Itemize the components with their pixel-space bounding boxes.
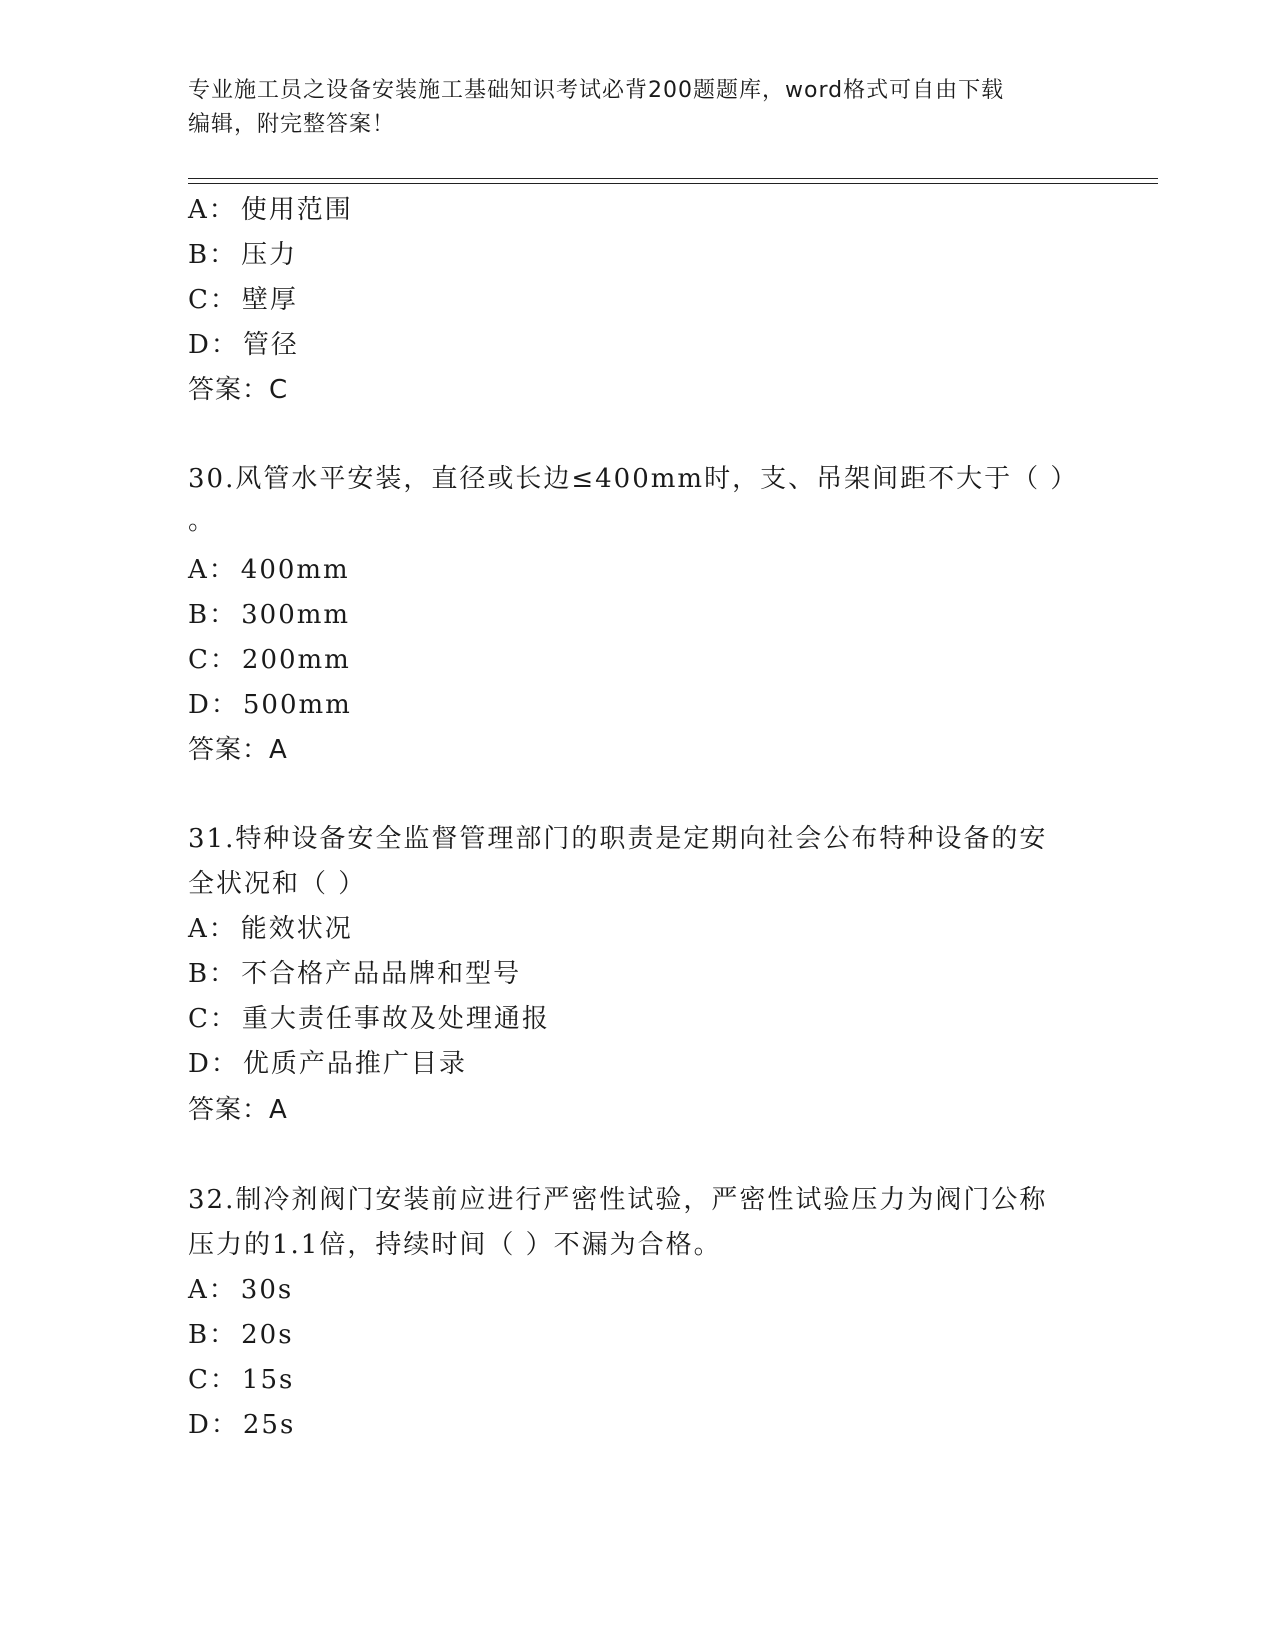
header-line-2: 编辑，附完整答案！ [188, 112, 396, 137]
q29-option-b [188, 239, 297, 271]
q32-option-b [188, 1319, 294, 1351]
q30-stem-line-1: 30.风管水平安装，直径或长边≤400mm时，支、吊架间距不大于（ ） [188, 464, 1079, 494]
q29-answer: 答案：C [188, 375, 289, 405]
option-text: 重大责任事故及处理通报 [241, 1004, 550, 1034]
option-text: 30s [240, 1275, 294, 1305]
q29-option-d [188, 329, 299, 361]
option-letter: A： [188, 914, 237, 944]
option-letter: D： [188, 330, 239, 360]
q30-option-d [188, 689, 352, 721]
option-text: 15s [241, 1365, 295, 1395]
q29-option-c [188, 284, 298, 316]
option-letter: D： [188, 690, 239, 720]
q31-stem-line-1: 31.特种设备安全监督管理部门的职责是定期向社会公布特种设备的安 [188, 824, 1048, 854]
q30-option-a [188, 554, 350, 586]
option-letter: B： [188, 1320, 238, 1350]
q29-option-a [188, 194, 353, 226]
q30-answer: 答案：A [188, 735, 288, 765]
option-text: 200mm [241, 645, 351, 675]
q32-stem-line-1: 32.制冷剂阀门安装前应进行严密性试验，严密性试验压力为阀门公称 [188, 1185, 1048, 1215]
option-text: 400mm [240, 555, 350, 585]
header-line-1: 专业施工员之设备安装施工基础知识考试必背200题题库，word格式可自由下载 [188, 78, 1005, 103]
document-header [188, 74, 1088, 142]
option-letter: C： [188, 285, 238, 315]
q32-option-a [188, 1274, 293, 1306]
q31-option-c [188, 1003, 550, 1035]
header-divider-top [188, 178, 1158, 179]
option-text: 优质产品推广目录 [242, 1049, 467, 1079]
option-letter: D： [188, 1410, 239, 1440]
q30-option-b [188, 599, 350, 631]
option-text: 压力 [241, 240, 298, 270]
header-divider-bottom [188, 183, 1158, 184]
option-text: 使用范围 [240, 195, 353, 225]
q32-option-d [188, 1409, 295, 1441]
option-letter: C： [188, 1365, 238, 1395]
q32-option-c [188, 1364, 294, 1396]
option-letter: D： [188, 1049, 239, 1079]
q31-option-d [188, 1048, 467, 1080]
q30-stem-line-2: 。 [188, 506, 217, 536]
option-letter: A： [188, 1275, 237, 1305]
option-text: 管径 [242, 330, 299, 360]
option-text: 能效状况 [240, 914, 353, 944]
option-letter: B： [188, 959, 238, 989]
option-letter: B： [188, 240, 238, 270]
option-text: 300mm [241, 600, 351, 630]
option-letter: C： [188, 645, 238, 675]
q31-answer: 答案：A [188, 1095, 288, 1125]
option-letter: A： [188, 195, 237, 225]
option-text: 不合格产品品牌和型号 [241, 959, 522, 989]
q30-option-c [188, 644, 351, 676]
option-letter: B： [188, 600, 238, 630]
option-text: 25s [242, 1410, 296, 1440]
q32-stem-line-2: 压力的1.1倍，持续时间（ ）不漏为合格。 [188, 1230, 722, 1260]
option-letter: A： [188, 555, 237, 585]
option-text: 壁厚 [241, 285, 298, 315]
q31-stem-line-2: 全状况和（ ） [188, 869, 367, 899]
option-text: 20s [241, 1320, 294, 1350]
option-text: 500mm [242, 690, 352, 720]
q31-option-a [188, 913, 353, 945]
option-letter: C： [188, 1004, 238, 1034]
q31-option-b [188, 958, 521, 990]
